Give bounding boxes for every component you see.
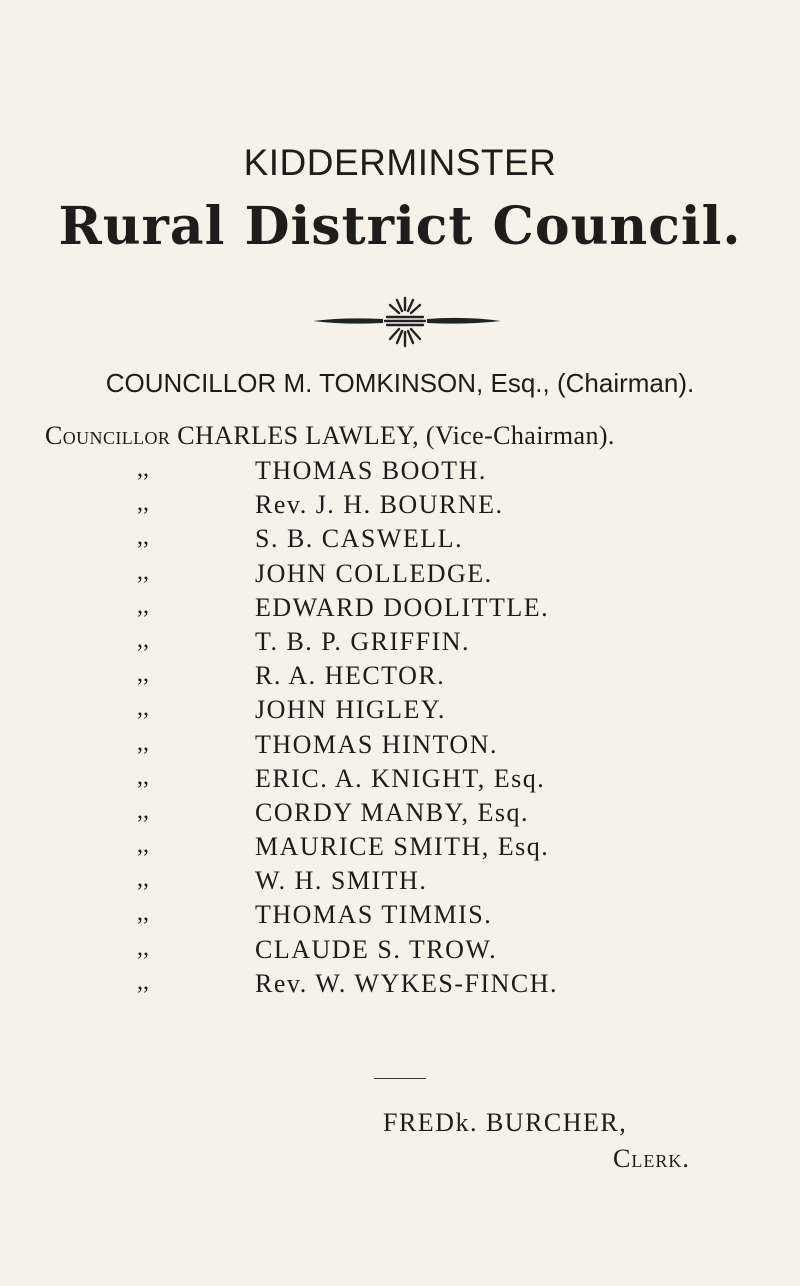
- divider-rule: [374, 1078, 426, 1079]
- member-row: [0, 693, 800, 727]
- member-row: [0, 522, 800, 556]
- ditto-mark: ,,: [137, 558, 149, 585]
- ditto-mark: ,,: [137, 866, 149, 893]
- member-row: [0, 762, 800, 796]
- member-name: Rev. J. H. BOURNE.: [255, 490, 504, 520]
- ditto-mark: ,,: [137, 832, 149, 859]
- councillor-title: Councillor: [45, 421, 171, 450]
- member-name: R. A. HECTOR.: [255, 661, 446, 691]
- member-name: CLAUDE S. TROW.: [255, 934, 498, 964]
- member-row: [0, 933, 800, 967]
- ditto-mark: ,,: [137, 900, 149, 927]
- town-heading: KIDDERMINSTER: [243, 142, 557, 183]
- member-row: [0, 625, 800, 659]
- member-name: T. B. P. GRIFFIN.: [255, 626, 471, 656]
- clerk-name: FREDk. BURCHER,: [383, 1108, 628, 1137]
- ditto-mark: ,,: [137, 592, 149, 619]
- member-name: EDWARD DOOLITTLE.: [255, 592, 550, 622]
- chairman-line: COUNCILLOR M. TOMKINSON, Esq., (Chairman).: [105, 368, 695, 398]
- ornament-divider-icon: [305, 290, 505, 362]
- member-row: [0, 796, 800, 830]
- member-row: [0, 967, 800, 1001]
- ditto-mark: ,,: [137, 490, 149, 517]
- ditto-mark: ,,: [137, 729, 149, 756]
- ditto-mark: ,,: [137, 456, 149, 482]
- members-list: [0, 454, 800, 1001]
- ditto-mark: ,,: [137, 524, 149, 551]
- member-name: S. B. CASWELL.: [255, 524, 464, 554]
- ditto-mark: ,,: [137, 763, 149, 790]
- ditto-mark: ,,: [137, 626, 149, 653]
- member-name: W. H. SMITH.: [255, 866, 428, 896]
- ditto-mark: ,,: [137, 661, 149, 688]
- member-row: [0, 659, 800, 693]
- member-row: [0, 728, 800, 762]
- clerk-title: Clerk.: [613, 1144, 690, 1173]
- member-name: JOHN COLLEDGE.: [255, 558, 493, 588]
- member-name: JOHN HIGLEY.: [255, 695, 446, 725]
- member-name: MAURICE SMITH, Esq.: [255, 832, 550, 862]
- vice-chairman-name: CHARLES LAWLEY, (Vice-Chairman).: [177, 421, 615, 450]
- member-row: [0, 898, 800, 932]
- member-row: [0, 830, 800, 864]
- member-name: Rev. W. WYKES-FINCH.: [255, 968, 559, 998]
- member-row: [0, 864, 800, 898]
- member-name: ERIC. A. KNIGHT, Esq.: [255, 763, 546, 793]
- ditto-mark: ,,: [137, 797, 149, 824]
- member-name: CORDY MANBY, Esq.: [255, 797, 529, 827]
- member-row: [0, 488, 800, 522]
- member-name: THOMAS BOOTH.: [255, 456, 487, 485]
- vice-chairman-line: [45, 421, 615, 451]
- ditto-mark: ,,: [137, 968, 149, 995]
- council-title: Rural District Council.: [58, 196, 742, 257]
- member-name: THOMAS TIMMIS.: [255, 900, 493, 930]
- ditto-mark: ,,: [137, 934, 149, 961]
- member-name: THOMAS HINTON.: [255, 729, 498, 759]
- member-row: [0, 454, 800, 488]
- member-row: [0, 591, 800, 625]
- ditto-mark: ,,: [137, 695, 149, 722]
- member-row: [0, 557, 800, 591]
